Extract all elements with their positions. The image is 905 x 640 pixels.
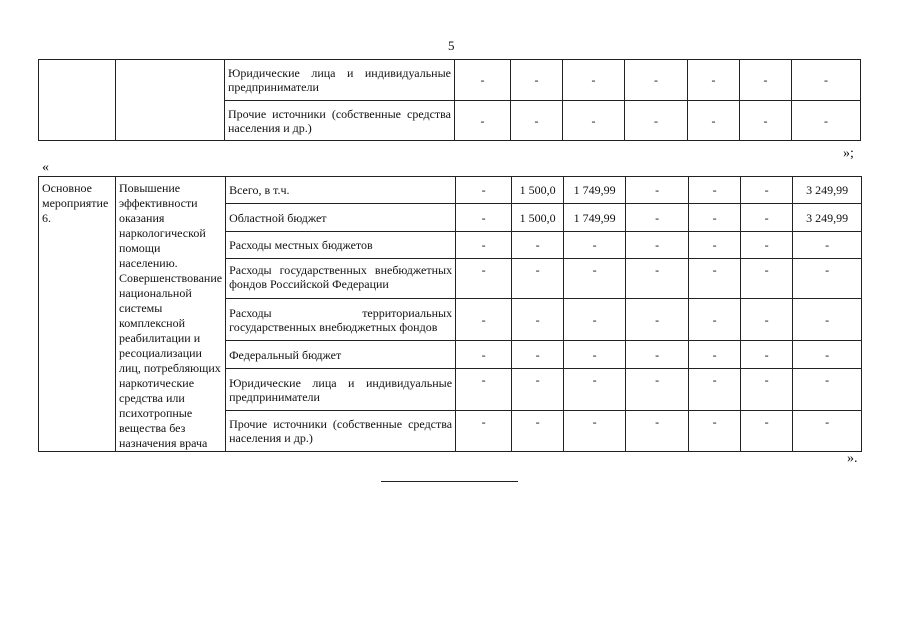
value-cell: - <box>688 101 740 141</box>
value-cell: - <box>564 259 626 299</box>
row-label: Расходы местных бюджетов <box>226 231 456 258</box>
value-cell: - <box>456 204 512 231</box>
value-cell: - <box>512 341 564 368</box>
page-number: 5 <box>448 38 455 53</box>
value-cell: - <box>793 298 862 341</box>
value-cell: - <box>689 259 741 299</box>
value-cell: 1 500,0 <box>512 204 564 231</box>
value-cell: - <box>740 60 792 101</box>
value-cell: 1 749,99 <box>564 204 626 231</box>
value-cell: 1 500,0 <box>512 177 564 204</box>
opening-quote-mark: « <box>42 160 49 175</box>
value-cell: - <box>689 298 741 341</box>
value-cell: - <box>512 368 564 411</box>
value-cell: - <box>741 177 793 204</box>
row-label: Юридические лица и индивидуальные предприниматели <box>225 60 455 101</box>
value-cell: - <box>793 411 862 452</box>
row-label: Расходы государственных внебюджетных фондов Российской Федерации <box>226 259 456 299</box>
value-cell: - <box>456 298 512 341</box>
main-table <box>38 176 862 452</box>
value-cell: - <box>689 368 741 411</box>
value-cell: 1 749,99 <box>564 177 626 204</box>
value-cell: - <box>564 231 626 258</box>
empty-cell <box>39 60 116 141</box>
activity-cell: Основное мероприятие 6. <box>39 177 116 452</box>
table-row <box>39 177 862 204</box>
closing-quote-mark: »; <box>843 146 854 161</box>
row-label: Федеральный бюджет <box>226 341 456 368</box>
value-cell: - <box>689 177 741 204</box>
value-cell: - <box>625 101 688 141</box>
value-cell: - <box>511 101 563 141</box>
value-cell: - <box>689 231 741 258</box>
value-cell: - <box>626 341 689 368</box>
value-cell: - <box>512 298 564 341</box>
value-cell: - <box>563 101 625 141</box>
value-cell: - <box>564 368 626 411</box>
value-cell: - <box>564 298 626 341</box>
empty-cell <box>116 60 225 141</box>
value-cell: - <box>626 411 689 452</box>
value-cell: - <box>456 177 512 204</box>
value-cell: - <box>793 259 862 299</box>
row-label: Расходы территориальных государственных внебюджетных фондов <box>226 298 456 341</box>
value-cell: - <box>626 204 689 231</box>
value-cell: - <box>793 341 862 368</box>
value-cell: - <box>626 368 689 411</box>
value-cell: - <box>456 259 512 299</box>
value-cell: - <box>741 231 793 258</box>
value-cell: 3 249,99 <box>793 204 862 231</box>
value-cell: - <box>793 368 862 411</box>
value-cell: - <box>689 411 741 452</box>
table-row <box>39 60 861 101</box>
value-cell: - <box>456 411 512 452</box>
value-cell: - <box>792 101 861 141</box>
value-cell: - <box>793 231 862 258</box>
row-label: Прочие источники (собственные средства населения и др.) <box>225 101 455 141</box>
value-cell: - <box>455 101 511 141</box>
value-cell: - <box>456 231 512 258</box>
row-label: Юридические лица и индивидуальные предприниматели <box>226 368 456 411</box>
value-cell: - <box>741 411 793 452</box>
value-cell: - <box>564 341 626 368</box>
value-cell: - <box>792 60 861 101</box>
row-label: Всего, в т.ч. <box>226 177 456 204</box>
value-cell: - <box>741 259 793 299</box>
value-cell: - <box>512 259 564 299</box>
value-cell: - <box>626 231 689 258</box>
value-cell: - <box>689 204 741 231</box>
value-cell: - <box>626 298 689 341</box>
value-cell: - <box>689 341 741 368</box>
value-cell: - <box>563 60 625 101</box>
closing-quote-mark: ». <box>847 451 858 466</box>
top-table <box>38 59 861 141</box>
value-cell: - <box>741 298 793 341</box>
value-cell: - <box>626 177 689 204</box>
value-cell: 3 249,99 <box>793 177 862 204</box>
divider-line <box>381 481 518 482</box>
description-cell: Повышение эффективности оказания наркологической помощи населению. Совершенствование национальной системы комплексной реабилитации и ресоциализации лиц, потребляющих наркотические средства или психотропные вещества без назначения врача <box>116 177 226 452</box>
row-label: Областной бюджет <box>226 204 456 231</box>
value-cell: - <box>625 60 688 101</box>
value-cell: - <box>740 101 792 141</box>
value-cell: - <box>626 259 689 299</box>
value-cell: - <box>511 60 563 101</box>
value-cell: - <box>741 204 793 231</box>
row-label: Прочие источники (собственные средства населения и др.) <box>226 411 456 452</box>
value-cell: - <box>741 368 793 411</box>
value-cell: - <box>688 60 740 101</box>
value-cell: - <box>512 231 564 258</box>
value-cell: - <box>741 341 793 368</box>
value-cell: - <box>456 341 512 368</box>
value-cell: - <box>455 60 511 101</box>
value-cell: - <box>512 411 564 452</box>
value-cell: - <box>564 411 626 452</box>
value-cell: - <box>456 368 512 411</box>
